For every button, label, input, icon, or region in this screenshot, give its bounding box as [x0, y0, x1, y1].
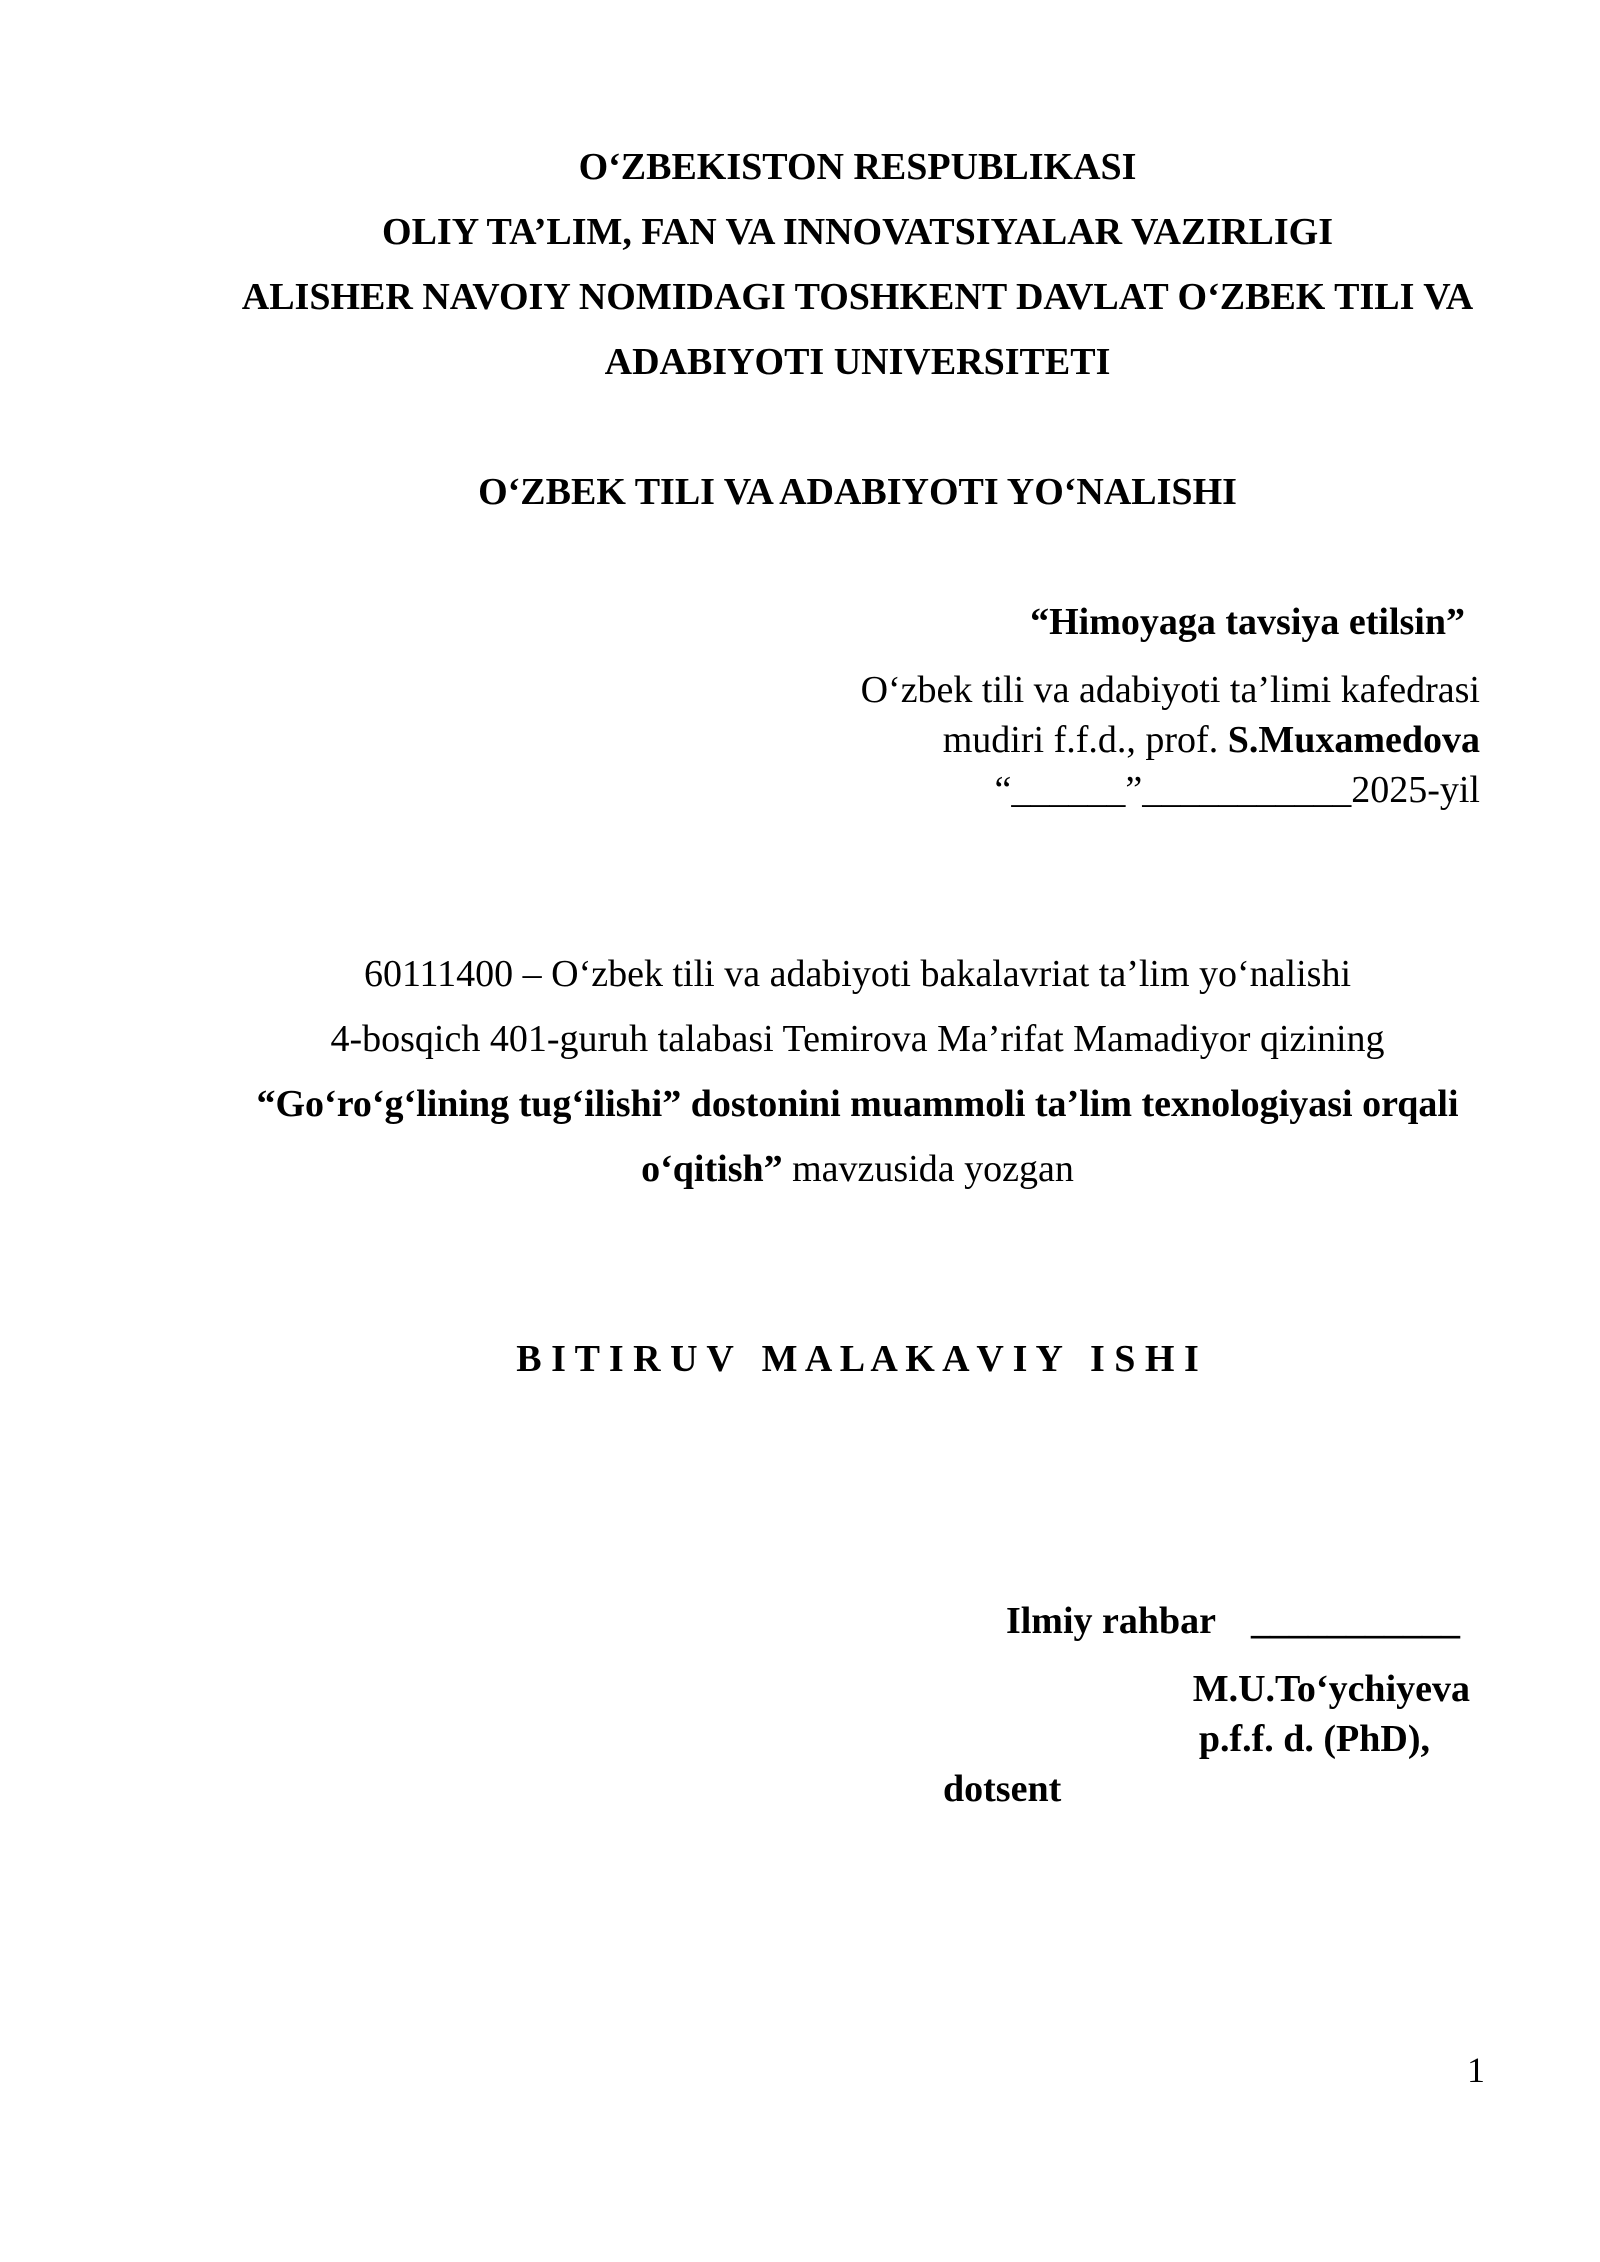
head-name: S.Muxamedova: [1227, 719, 1480, 761]
supervisor-label: Ilmiy rahbar: [1005, 1600, 1216, 1642]
ministry-header: [230, 135, 1485, 395]
header-line-university-2: ADABIYOTI UNIVERSITETI: [604, 341, 1111, 383]
header-line-university-1: ALISHER NAVOIY NOMIDAGI TOSHKENT DAVLAT O‘ZBEK TILI VA: [241, 276, 1474, 318]
supervisor-degree: p.f.f. d. (PhD),: [1198, 1718, 1430, 1760]
thesis-title-line-2-bold: o‘qitish”: [641, 1148, 783, 1190]
program-code-line: 60111400 – O‘zbek tili va adabiyoti bakalavriat ta’lim yo‘nalishi: [363, 953, 1352, 995]
approval-date-line: “______”___________2025-yil: [994, 769, 1480, 811]
header-line-ministry: OLIY TA’LIM, FAN VA INNOVATSIYALAR VAZIRLIGI: [382, 211, 1333, 253]
signature-line: ___________: [1251, 1600, 1460, 1642]
supervisor-name: M.U.To‘ychiyeva: [1192, 1668, 1470, 1710]
approval-recommendation: “Himoyaga tavsiya etilsin”: [1030, 601, 1465, 643]
student-info-line: 4-bosqich 401-guruh talabasi Temirova Ma’rifat Mamadiyor qizining: [330, 1018, 1385, 1060]
department-line: O‘zbek tili va adabiyoti ta’limi kafedrasi: [860, 669, 1480, 711]
head-title: mudiri f.f.d., prof.: [942, 719, 1228, 761]
student-block: [230, 942, 1485, 1202]
supervisor-rank: dotsent: [943, 1768, 1062, 1810]
thesis-type-title: B I T I R U V M A L A K A V I Y I S H I: [516, 1338, 1199, 1380]
thesis-title-line-2: [230, 1137, 1485, 1202]
supervisor-label-line: [230, 1589, 1485, 1654]
approval-details: [230, 665, 1480, 815]
supervisor-details: [230, 1664, 1485, 1814]
approval-block: [230, 590, 1485, 815]
supervisor-block: [230, 1589, 1485, 1814]
department-head-line: [230, 715, 1480, 765]
direction-title: O‘ZBEK TILI VA ADABIYOTI YO‘NALISHI: [478, 471, 1237, 513]
thesis-title-line-1: “Go‘ro‘g‘lining tug‘ilishi” dostonini muammoli ta’lim texnologiyasi orqali: [256, 1083, 1459, 1125]
header-line-country: O‘ZBEKISTON RESPUBLIKASI: [578, 146, 1137, 188]
thesis-title-line-2-rest: mavzusida yozgan: [782, 1148, 1074, 1190]
page-number: 1: [1467, 2050, 1485, 2090]
